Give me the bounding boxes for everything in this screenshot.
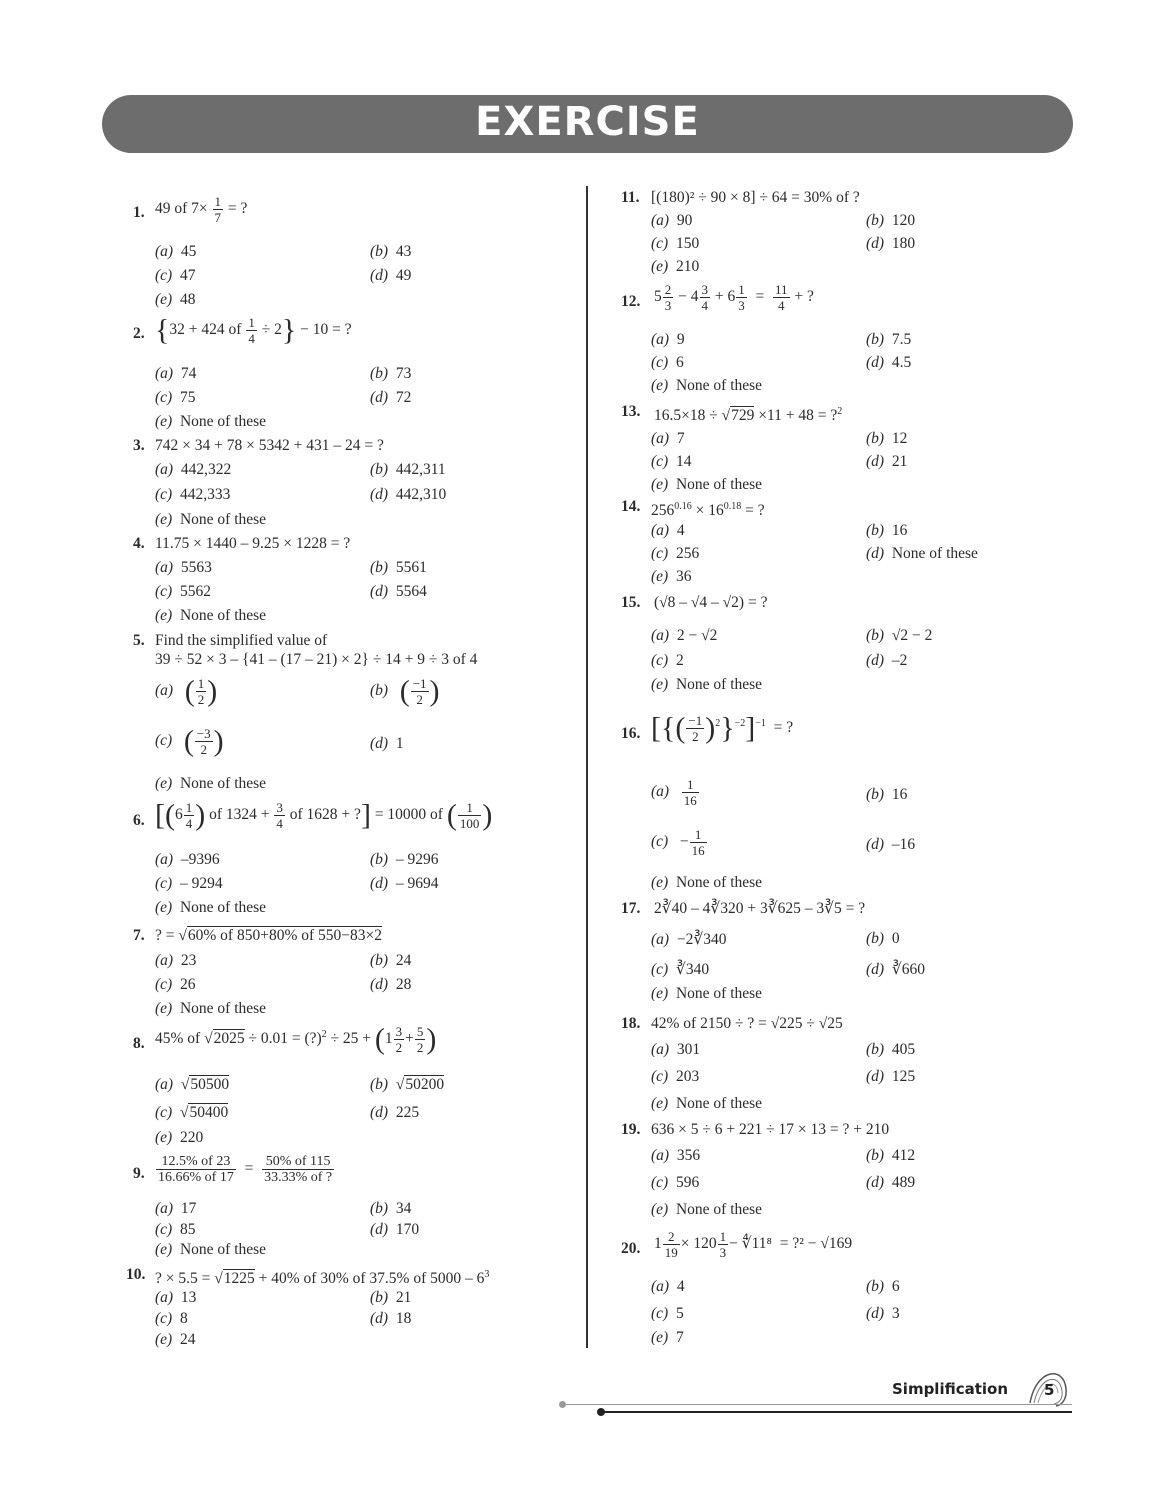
option-b[interactable]: (b) 16 [866,786,908,803]
option-e[interactable]: (e) 36 [651,568,692,585]
question-number: 1. [133,204,145,221]
question-number: 6. [133,812,145,829]
question-text: 1 $\frac{2}{19}$ × 120 $\frac{1}{3}$ − ∜11⁸ = ?² − √169 [654,1229,853,1260]
option-c[interactable]: (c) 256 [651,545,700,562]
option-d[interactable]: (d) 125 [866,1068,916,1085]
option-a[interactable]: (a) 23 [155,952,197,969]
option-c[interactable]: (c) 203 [651,1068,700,1085]
question-text: 42% of 2150 ÷ ? = √225 ÷ √25 [651,1015,843,1032]
question-text: [(6 $\frac{1}{4}$ ) of 1324 + $\frac{3}{4}$ of 1628 + ?] = 10000 of ( $\frac{1}{100}$ ) [155,798,493,832]
option-a[interactable]: (a) 301 [651,1041,701,1058]
option-a[interactable]: (a) 13 [155,1289,197,1306]
question-text: (√8 – √4 – √2) = ? [654,594,768,611]
chapter-label: Simplification [892,1380,1009,1398]
option-a[interactable]: (a) 9 [651,331,685,348]
option-b[interactable]: (b) 73 [370,365,412,382]
option-b[interactable]: (b) 16 [866,522,908,539]
question-text: [(180)² ÷ 90 × 8] ÷ 64 = 30% of ? [651,189,860,206]
option-a[interactable]: (a) 74 [155,365,197,382]
option-c[interactable]: (c) 150 [651,235,700,252]
question-text: 16.5×18 ÷ √729 ×11 + 48 = ?$^2$ [654,406,843,425]
option-c[interactable]: (c) 85 [155,1221,196,1238]
option-e[interactable]: (e) 220 [155,1129,204,1146]
question-text: 49 of 7× $\frac{1}{7}$ = ? [155,194,248,225]
question-text: $256^{0.16} \times 16^{0.18}$ = ? [651,501,765,520]
option-e[interactable]: (e) None of these [651,1095,763,1112]
option-d[interactable]: (d) 3 [866,1305,900,1322]
question-number: 5. [133,632,145,649]
option-e[interactable]: (e) None of these [651,676,763,693]
question-number: 8. [133,1035,145,1052]
option-a[interactable]: (a) –9396 [155,851,220,868]
option-e[interactable]: (e) 24 [155,1331,196,1348]
question-text: 5 $\frac{2}{3}$ − 4 $\frac{3}{4}$ + 6 $\frac{1}{3}$ = $\frac{11}{4}$ + ? [654,282,814,313]
option-b[interactable]: (b) 0 [866,930,900,947]
option-c[interactable]: (c) 26 [155,976,196,993]
option-a[interactable]: (a) 4 [651,1278,685,1295]
question-text: [{( $\frac{-1}{2}$ )$^2$}$^{-2}$]$^{-1}$ = ? [651,711,794,745]
option-c[interactable]: (c) √50400 [155,1104,229,1121]
column-divider [586,186,588,1348]
option-d[interactable]: (d) 5564 [370,583,427,600]
option-d[interactable]: (d) 28 [370,976,412,993]
option-b[interactable]: (b) 24 [370,952,412,969]
option-a[interactable]: (a) 356 [651,1147,701,1164]
option-c[interactable]: (c) 6 [651,354,684,371]
question-text: Find the simplified value of [155,632,328,649]
option-d[interactable]: (d) 170 [370,1221,420,1238]
option-e[interactable]: (e) 210 [651,258,700,275]
option-b[interactable]: (b) 5561 [370,559,427,576]
option-d[interactable]: (d) 49 [370,267,412,284]
option-e[interactable]: (e) None of these [155,899,267,916]
footer-rule [562,1404,1072,1405]
question-number: 15. [621,594,641,611]
option-a[interactable]: (a) $\frac{1}{16}$ [651,777,697,808]
question-number: 2. [133,325,145,342]
option-b[interactable]: (b) 43 [370,243,412,260]
question-number: 14. [621,498,641,515]
option-c[interactable]: (c) 8 [155,1310,188,1327]
option-d[interactable]: (d) –2 [866,652,908,669]
option-a[interactable]: (a) −2∛340 [651,931,727,948]
question-number: 13. [621,403,641,420]
page-title: EXERCISE [475,99,700,145]
option-c[interactable]: (c) 2 [651,652,684,669]
question-text: {32 + 424 of $\frac{1}{4}$ ÷ 2} − 10 = ? [155,313,352,347]
option-d[interactable]: (d) 180 [866,235,916,252]
question-number: 19. [621,1121,641,1138]
option-a[interactable]: (a) 2 − √2 [651,627,718,644]
option-a[interactable]: (a) √50500 [155,1076,230,1093]
question-text: 11.75 × 1440 – 9.25 × 1228 = ? [155,535,351,552]
option-c[interactable]: (c) 442,333 [155,486,231,503]
option-d[interactable]: (d) – 9694 [370,875,439,892]
page-number: 5 [1044,1381,1055,1399]
question-number: 9. [133,1165,145,1182]
question-number: 10. [126,1266,146,1283]
option-b[interactable]: (b) ( $\frac{-1}{2}$ ) [370,674,440,708]
option-e[interactable]: (e) None of these [155,511,267,528]
option-c[interactable]: (c) ∛340 [651,961,710,978]
option-a[interactable]: (a) 17 [155,1200,197,1217]
question-number: 11. [621,189,640,206]
option-c[interactable]: (c) − $\frac{1}{16}$ [651,827,705,858]
option-e[interactable]: (e) None of these [651,377,763,394]
option-b[interactable]: (b) 34 [370,1200,412,1217]
question-text: $\frac{12.5\% of 23}{16.66\% of 17}$ = $\frac{50\% of 115}{33.33\% of ?}$ [158,1154,333,1185]
option-a[interactable]: (a) 5563 [155,559,212,576]
option-b[interactable]: (b) 12 [866,430,908,447]
option-b[interactable]: (b) 442,311 [370,461,446,478]
option-d[interactable]: (d) 4.5 [866,354,912,371]
option-e[interactable]: (e) None of these [155,607,267,624]
option-d[interactable]: (d) 21 [866,453,908,470]
option-c[interactable]: (c) 14 [651,453,692,470]
option-c[interactable]: (c) 47 [155,267,196,284]
question-text: 45% of √2025 ÷ 0.01 = (?)$^2$ ÷ 25 + (1 $\frac{3}{2}$ + $\frac{5}{2}$ ) [155,1022,437,1056]
option-a[interactable]: (a) 7 [651,430,685,447]
option-d[interactable]: (d) ∛660 [866,961,925,978]
option-d[interactable]: (d) –16 [866,836,916,853]
option-c[interactable]: (c) – 9294 [155,875,223,892]
question-text: 742 × 34 + 78 × 5342 + 431 – 24 = ? [155,437,384,454]
option-e[interactable]: (e) None of these [651,1201,763,1218]
option-b[interactable]: (b) 21 [370,1289,412,1306]
option-a[interactable]: (a) 45 [155,243,197,260]
question-number: 16. [621,725,641,742]
option-e[interactable]: (e) 48 [155,291,196,308]
footer-rule [600,1411,1072,1413]
option-a[interactable]: (a) ( $\frac{1}{2}$ ) [155,674,218,708]
option-c[interactable]: (c) 5562 [155,583,211,600]
option-e[interactable]: (e) 7 [651,1329,684,1346]
question-number: 20. [621,1240,641,1257]
question-text: 636 × 5 ÷ 6 + 221 ÷ 17 × 13 = ? + 210 [651,1121,890,1138]
exercise-banner [102,95,1073,153]
option-a[interactable]: (a) 90 [651,212,693,229]
option-b[interactable]: (b) 120 [866,212,916,229]
question-number: 7. [133,927,145,944]
option-b[interactable]: (b) 412 [866,1147,916,1164]
option-b[interactable]: (b) 6 [866,1278,900,1295]
question-number: 3. [133,437,145,454]
option-e[interactable]: (e) None of these [155,775,267,792]
option-a[interactable]: (a) 4 [651,522,685,539]
option-c[interactable]: (c) 75 [155,389,196,406]
question-expression: 39 ÷ 52 × 3 – {41 – (17 – 21) × 2} ÷ 14 + 9 ÷ 3 of 4 [155,651,478,668]
option-b[interactable]: (b) 7.5 [866,331,912,348]
question-number: 4. [133,535,145,552]
option-e[interactable]: (e) None of these [651,985,763,1002]
option-d[interactable]: (d) 489 [866,1174,916,1191]
option-d[interactable]: (d) 72 [370,389,412,406]
option-b[interactable]: (b) √2 − 2 [866,627,933,644]
question-number: 17. [621,900,641,917]
option-e[interactable]: (e) None of these [651,874,763,891]
option-c[interactable]: (c) ( $\frac{-3}{2}$ ) [155,724,224,758]
option-d[interactable]: (d) 442,310 [370,486,447,503]
option-e[interactable]: (e) None of these [155,413,267,430]
option-d[interactable]: (d) 18 [370,1310,412,1327]
question-text: ? = √60% of 850+80% of 550−83×2 [155,927,383,944]
question-text: ? × 5.5 = √1225 + 40% of 30% of 37.5% of $5000 - 6^3$ [155,1269,490,1288]
option-b[interactable]: (b) – 9296 [370,851,439,868]
option-d[interactable]: (d) 225 [370,1104,420,1121]
option-a[interactable]: (a) 442,322 [155,461,232,478]
question-number: 18. [621,1015,641,1032]
option-c[interactable]: (c) 5 [651,1305,684,1322]
option-d[interactable]: (d) 1 [370,735,404,752]
question-number: 12. [621,293,641,310]
option-c[interactable]: (c) 596 [651,1174,700,1191]
question-text: 2∛40 – 4∛320 + 3∛625 – 3∛5 = ? [654,900,866,917]
option-b[interactable]: (b) 405 [866,1041,916,1058]
option-e[interactable]: (e) None of these [155,1000,267,1017]
option-d[interactable]: (d) None of these [866,545,978,562]
option-e[interactable]: (e) None of these [155,1241,267,1258]
option-e[interactable]: (e) None of these [651,476,763,493]
option-b[interactable]: (b) √50200 [370,1076,445,1093]
